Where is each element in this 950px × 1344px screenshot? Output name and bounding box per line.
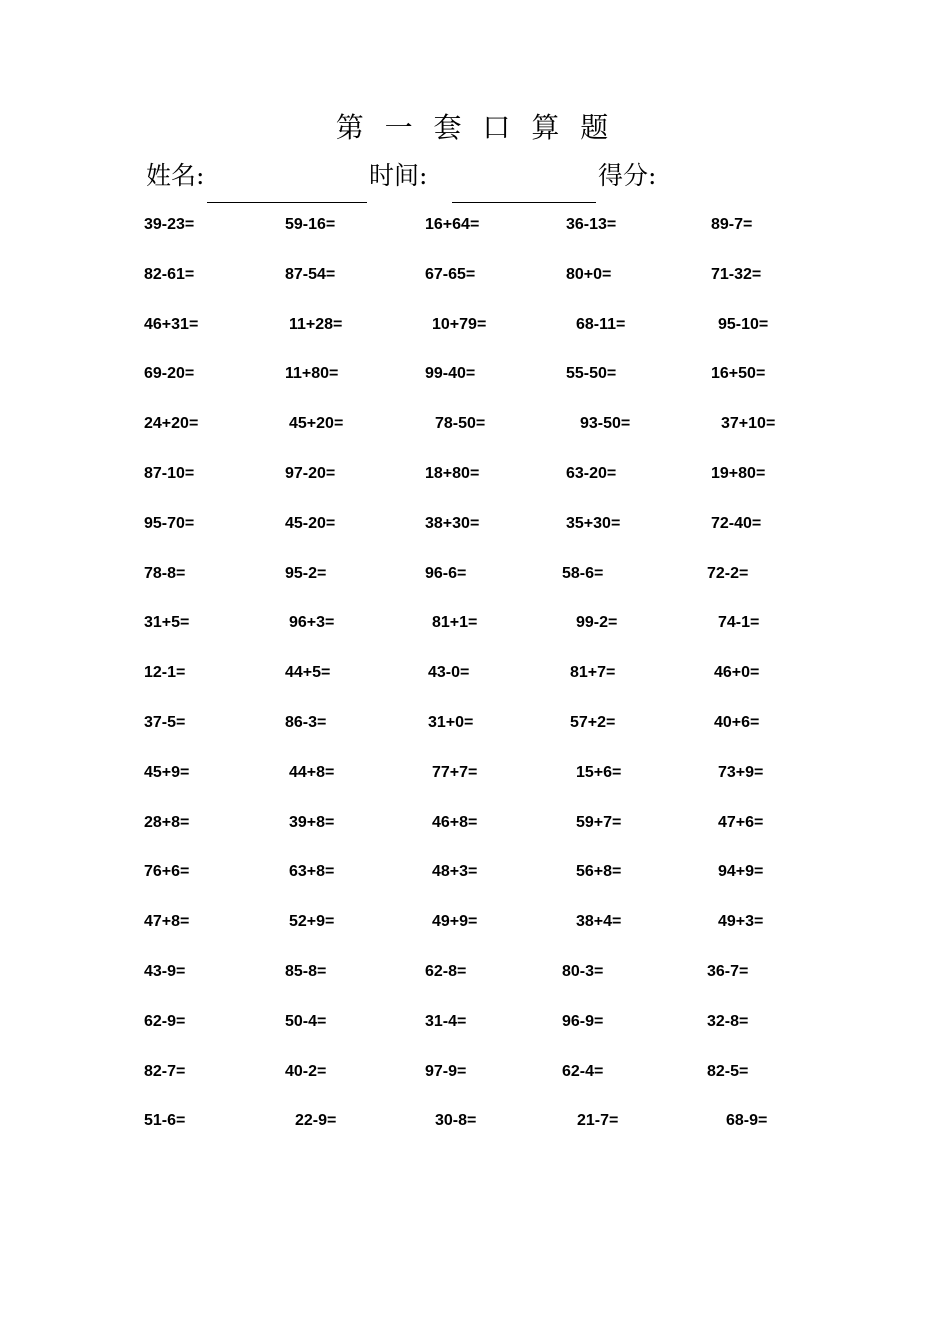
problem-r19-c1: 51-6=	[144, 1112, 186, 1130]
problem-r6-c4: 63-20=	[566, 465, 617, 482]
problem-r5-c4: 93-50=	[580, 415, 631, 433]
problem-r11-c1: 37-5=	[144, 714, 186, 731]
problem-r18-c1: 82-7=	[144, 1062, 186, 1080]
problem-r8-c3: 96-6=	[425, 564, 467, 582]
problem-r11-c4: 57+2=	[570, 714, 616, 731]
problem-r19-c5: 68-9=	[726, 1112, 768, 1130]
problem-r7-c5: 72-40=	[711, 514, 762, 532]
problem-r11-c5: 40+6=	[714, 714, 760, 731]
problem-r15-c2: 52+9=	[289, 913, 335, 931]
problem-r7-c3: 38+30=	[425, 514, 480, 532]
problem-r19-c2: 22-9=	[295, 1112, 337, 1130]
problem-r16-c1: 43-9=	[144, 963, 186, 980]
problem-r1-c2: 59-16=	[285, 216, 336, 233]
problem-r7-c1: 95-70=	[144, 514, 195, 532]
problem-r14-c3: 48+3=	[432, 863, 478, 881]
problem-r12-c1: 45+9=	[144, 763, 190, 781]
problem-r14-c1: 76+6=	[144, 863, 190, 881]
score-label: 得分:	[598, 161, 657, 190]
problem-r11-c3: 31+0=	[428, 714, 474, 731]
problem-r10-c2: 44+5=	[285, 664, 331, 682]
problem-r13-c1: 28+8=	[144, 813, 190, 831]
problem-r2-c1: 82-61=	[144, 265, 195, 283]
problem-r15-c1: 47+8=	[144, 913, 190, 931]
problem-r6-c3: 18+80=	[425, 465, 480, 482]
problem-r6-c5: 19+80=	[711, 465, 766, 482]
problem-r10-c1: 12-1=	[144, 664, 186, 682]
problem-r16-c4: 80-3=	[562, 963, 604, 980]
problem-r3-c2: 11+28=	[289, 315, 343, 333]
problem-r16-c2: 85-8=	[285, 963, 327, 980]
problem-r13-c2: 39+8=	[289, 813, 335, 831]
problem-r2-c2: 87-54=	[285, 265, 336, 283]
problem-r7-c4: 35+30=	[566, 514, 621, 532]
problem-r13-c5: 47+6=	[718, 813, 764, 831]
problem-r7-c2: 45-20=	[285, 514, 336, 532]
problem-r10-c4: 81+7=	[570, 664, 616, 682]
problem-r3-c5: 95-10=	[718, 315, 769, 333]
problem-r9-c4: 99-2=	[576, 614, 618, 632]
name-label: 姓名:	[146, 161, 205, 190]
name-blank-line[interactable]	[207, 202, 367, 203]
problem-r18-c2: 40-2=	[285, 1062, 327, 1080]
problem-r1-c1: 39-23=	[144, 216, 195, 233]
problem-r12-c3: 77+7=	[432, 763, 478, 781]
problem-r19-c3: 30-8=	[435, 1112, 477, 1130]
problem-r13-c3: 46+8=	[432, 813, 478, 831]
problem-r4-c4: 55-50=	[566, 365, 617, 383]
problem-r5-c5: 37+10=	[721, 415, 776, 433]
page-title: 第 一 套 口 算 题	[335, 111, 615, 144]
problem-r1-c5: 89-7=	[711, 216, 753, 233]
problem-r12-c4: 15+6=	[576, 763, 622, 781]
problem-r14-c4: 56+8=	[576, 863, 622, 881]
problem-r4-c5: 16+50=	[711, 365, 766, 383]
problem-r6-c1: 87-10=	[144, 465, 195, 482]
problem-r17-c5: 32-8=	[707, 1012, 749, 1030]
problem-r3-c1: 46+31=	[144, 315, 199, 333]
problem-grid	[144, 205, 824, 1155]
problem-r1-c4: 36-13=	[566, 216, 617, 233]
problem-r16-c3: 62-8=	[425, 963, 467, 980]
problem-r12-c5: 73+9=	[718, 763, 764, 781]
time-blank-line[interactable]	[452, 202, 596, 203]
problem-r2-c3: 67-65=	[425, 265, 476, 283]
problem-r8-c2: 95-2=	[285, 564, 327, 582]
problem-r15-c5: 49+3=	[718, 913, 764, 931]
problem-r3-c4: 68-11=	[576, 315, 626, 333]
problem-r17-c2: 50-4=	[285, 1012, 327, 1030]
problem-r17-c4: 96-9=	[562, 1012, 604, 1030]
problem-r9-c3: 81+1=	[432, 614, 478, 632]
problem-r4-c3: 99-40=	[425, 365, 476, 383]
problem-r8-c5: 72-2=	[707, 564, 749, 582]
problem-r4-c1: 69-20=	[144, 365, 195, 383]
problem-r5-c2: 45+20=	[289, 415, 344, 433]
problem-r17-c3: 31-4=	[425, 1012, 467, 1030]
problem-r8-c4: 58-6=	[562, 564, 604, 582]
problem-r17-c1: 62-9=	[144, 1012, 186, 1030]
problem-r6-c2: 97-20=	[285, 465, 336, 482]
problem-r18-c4: 62-4=	[562, 1062, 604, 1080]
problem-r14-c2: 63+8=	[289, 863, 335, 881]
problem-r2-c5: 71-32=	[711, 265, 762, 283]
problem-r13-c4: 59+7=	[576, 813, 622, 831]
problem-r14-c5: 94+9=	[718, 863, 764, 881]
problem-r9-c1: 31+5=	[144, 614, 190, 632]
problem-r12-c2: 44+8=	[289, 763, 335, 781]
problem-r8-c1: 78-8=	[144, 564, 186, 582]
problem-r2-c4: 80+0=	[566, 265, 612, 283]
problem-r3-c3: 10+79=	[432, 315, 487, 333]
problem-r10-c3: 43-0=	[428, 664, 470, 682]
problem-r5-c3: 78-50=	[435, 415, 486, 433]
problem-r10-c5: 46+0=	[714, 664, 760, 682]
problem-r1-c3: 16+64=	[425, 216, 480, 233]
problem-r16-c5: 36-7=	[707, 963, 749, 980]
time-label: 时间:	[369, 161, 428, 190]
problem-r15-c4: 38+4=	[576, 913, 622, 931]
problem-r5-c1: 24+20=	[144, 415, 199, 433]
problem-r9-c2: 96+3=	[289, 614, 335, 632]
problem-r4-c2: 11+80=	[285, 365, 339, 383]
problem-r9-c5: 74-1=	[718, 614, 760, 632]
problem-r15-c3: 49+9=	[432, 913, 478, 931]
problem-r18-c3: 97-9=	[425, 1062, 467, 1080]
problem-r18-c5: 82-5=	[707, 1062, 749, 1080]
problem-r11-c2: 86-3=	[285, 714, 327, 731]
problem-r19-c4: 21-7=	[577, 1112, 619, 1130]
